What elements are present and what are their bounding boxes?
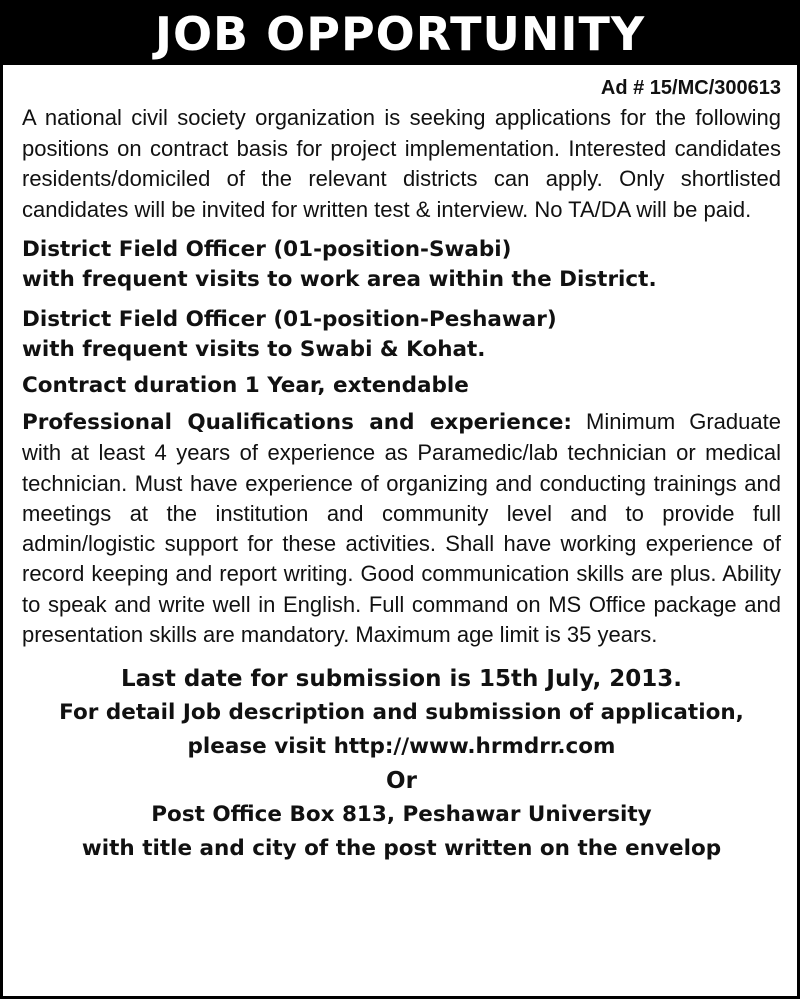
- position-peshawar: [22, 305, 781, 365]
- position-description: with frequent visits to Swabi & Kohat.: [22, 337, 486, 362]
- detail-line: For detail Job description and submission of application,: [59, 700, 744, 726]
- qualifications-label: Professional Qualifications and experience:: [22, 410, 573, 435]
- qualifications-text: Minimum Graduate with at least 4 years of experience as Paramedic/lab technician or medical technician. Must have experience of organizing and conducting trainings and meetings at the institution and community level and to provide full admin/logistic support for these activities. Shall have working experience of record keeping and report writing. Good communication skills are plus. Ability to speak and write well in English. Full command on MS Office package and presentation skills are mandatory. Maximum age limit is 35 years.: [22, 409, 781, 648]
- ad-content: [3, 65, 797, 866]
- intro-paragraph: A national civil society organization is seeking applications for the following positions on contract basis for project implementation. Interested candidates residents/domiciled of the relevant districts can apply. Only shortlisted candidates will be invited for written test & interview. No TA/DA will be paid.: [22, 105, 781, 222]
- position-description: with frequent visits to work area within the District.: [22, 267, 657, 292]
- submission-info: [22, 662, 781, 866]
- po-box-address: Post Office Box 813, Peshawar University: [151, 802, 652, 828]
- banner: [3, 3, 797, 65]
- position-title: District Field Officer (01-position-Peshawar): [22, 307, 557, 332]
- position-swabi: [22, 235, 781, 295]
- visit-line: [22, 730, 781, 764]
- visit-prefix: please visit: [187, 734, 327, 760]
- or-separator: Or: [386, 768, 417, 795]
- contract-duration: Contract duration 1 Year, extendable: [22, 373, 469, 398]
- qualifications-paragraph: [22, 407, 781, 650]
- position-title: District Field Officer (01-position-Swabi): [22, 237, 512, 262]
- website-link[interactable]: http://www.hrmdrr.com: [333, 734, 616, 760]
- deadline: Last date for submission is 15th July, 2013.: [121, 666, 682, 693]
- ad-reference: Ad # 15/MC/300613: [600, 77, 781, 99]
- envelope-instruction: with title and city of the post written on the envelop: [81, 836, 722, 862]
- banner-title: JOB OPPORTUNITY: [154, 7, 646, 61]
